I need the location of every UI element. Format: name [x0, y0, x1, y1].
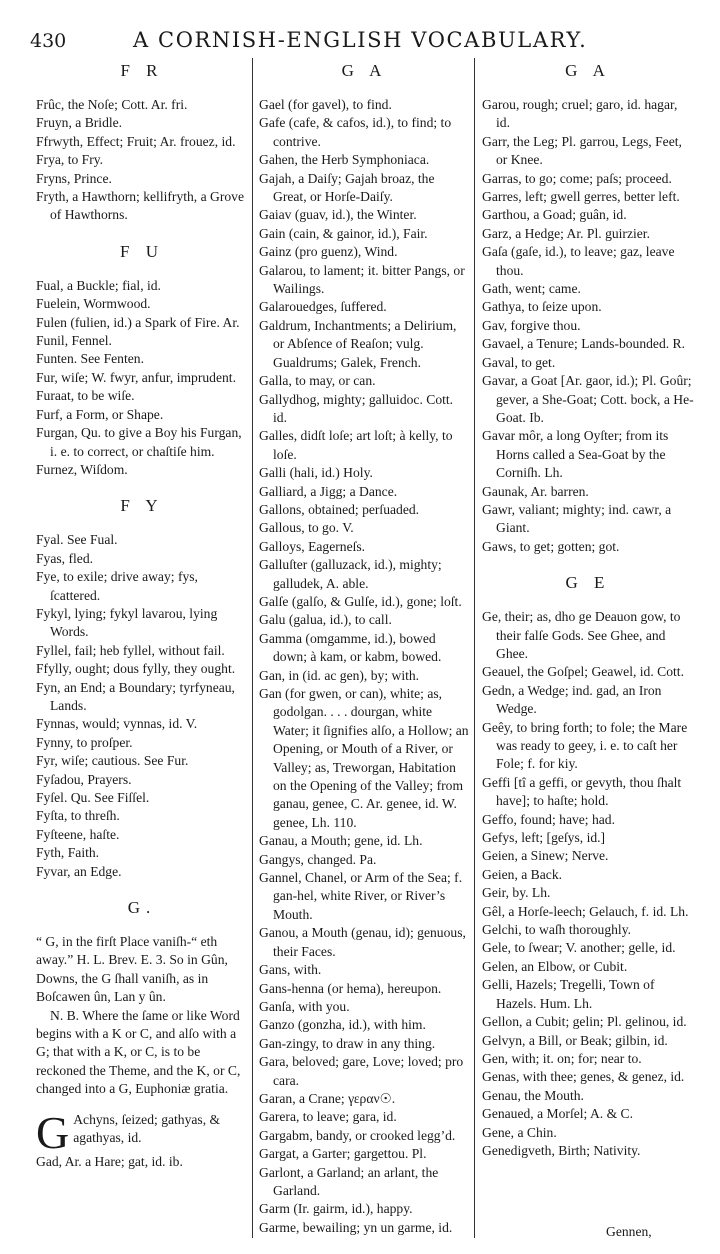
entry: Gath, went; came. [482, 281, 581, 297]
entry: Fyſel. Qu. See Fiſſel. [36, 790, 150, 805]
entry: Galdrum, Inchantments; a Delirium, or Abſence of Reaſon; vulg. Gualdrums; Galek, French. [259, 317, 457, 370]
column-rule-right [474, 58, 475, 1238]
entry: Gelli, Hazels; Tregelli, Town of Hazels. Hum. Lh. [482, 977, 655, 1011]
section-head-ga: G A [341, 61, 388, 80]
entry: Gav, forgive thou. [482, 317, 581, 333]
entry: Fye, to exile; drive away; fys, ſcattered. [36, 569, 198, 603]
entry: Frûc, the Noſe; Cott. Ar. fri. [36, 97, 188, 112]
entry: Gen, with; it. on; for; near to. [482, 1050, 642, 1066]
entry: Achyns, ſeized; gathyas, & agathyas, id. [73, 1111, 221, 1146]
entry: Fynny, to proſper. [36, 734, 133, 750]
column-1 [36, 60, 248, 1171]
entry: Ganou, a Mouth (genau, id); genuous, their Faces. [259, 925, 466, 959]
entry: Gangys, changed. Pa. [259, 851, 377, 867]
entry: Ge, their; as, dho ge Deauon gow, to their falſe Gods. See Ghee, and Ghee. [482, 609, 681, 661]
entry: Gara, beloved; gare, Love; loved; pro cara. [259, 1054, 464, 1088]
entry: Fual, a Buckle; fial, id. [36, 277, 161, 293]
entry: Garz, a Hedge; Ar. Pl. guirzier. [482, 225, 650, 241]
entry: Gans, with. [259, 962, 322, 978]
entry: Garme, bewailing; yn un garme, id. [259, 1219, 453, 1235]
entry: Geêy, to bring forth; to fole; the Mare was ready to geey, i. e. to caſt her Fole; f. for kiy. [482, 719, 688, 772]
entry: Gavar, a Goat [Ar. gaor, id.); Pl. Goûr; gever, a She-Goat; Cott. bock, a He-Goat. Ib. [482, 373, 694, 425]
entry: Funil, Fennel. [36, 333, 112, 349]
entry: Garm (Ir. gairm, id.), happy. [259, 1201, 413, 1217]
entry: Gaval, to get. [482, 354, 556, 370]
entry: Fyſta, to threſh. [36, 808, 120, 824]
entry: Funten. See Fenten. [36, 351, 144, 367]
entries-ge [482, 608, 694, 1160]
entry: Galu (galua, id.), to call. [259, 612, 392, 628]
entry: Galſe (galſo, & Gulſe, id.), gone; loſt. [259, 593, 462, 609]
entry: Genau, the Mouth. [482, 1087, 584, 1103]
entry: Gallydhog, mighty; galluidoc. Cott. id. [259, 391, 454, 425]
entry: Genaued, a Morſel; A. & C. [482, 1106, 634, 1122]
column-3 [482, 60, 694, 1160]
section-head-fr: F R [120, 61, 164, 80]
entry: Garlont, a Garland; an arlant, the Garland. [259, 1164, 439, 1198]
entry: Galloys, Eagerneſs. [259, 538, 366, 554]
entry: Gan-zingy, to draw in any thing. [259, 1035, 436, 1051]
entry: Gele, to ſwear; V. another; gelle, id. [482, 940, 676, 956]
entry: Gaiav (guav, id.), the Winter. [259, 207, 417, 223]
entry: Garras, to go; come; paſs; proceed. [482, 170, 672, 186]
note-paragraph: “ G, in the firſt Place vaniſh-“ eth away.” H. L. Brev. E. 3. So in Gûn, Downs, the G ſhall vaniſh, as in Boſcawen ûn, Lan y ûn. [36, 934, 228, 1005]
entry: Geauel, the Goſpel; Geawel, id. Cott. [482, 664, 684, 680]
note-paragraph: N. B. Where the ſame or like Word begins with a K or C, and alſo with a G; that with a K, or C, is to be reckoned the Theme, and the K, or C, changed into a G, Euphoniæ gratia. [36, 1007, 241, 1097]
drop-capital: G [36, 1106, 70, 1158]
entry: Gain (cain, & gainor, id.), Fair. [259, 225, 428, 241]
entry: Fruyn, a Bridle. [36, 115, 123, 131]
entry: Gannel, Chanel, or Arm of the Sea; f. gan-hel, white River, or River’s Mouth. [259, 870, 463, 922]
entry: Geien, a Back. [482, 866, 563, 882]
entry: Garthou, a Goad; guân, id. [482, 207, 627, 223]
entry: Fykyl, lying; fykyl lavarou, lying Words. [36, 605, 218, 640]
entry: Garan, a Crane; γεραν☉. [259, 1090, 396, 1106]
entry: Gawr, valiant; mighty; ind. cawr, a Giant. [482, 501, 672, 536]
entry: Gan, in (id. ac gen), by; with. [259, 667, 420, 683]
entries-fu [36, 277, 248, 479]
entry: Gêl, a Horſe-leech; Gelauch, f. id. Lh. [482, 903, 689, 919]
entry: Fyas, fled. [36, 550, 94, 566]
column-rule-left [252, 58, 253, 1238]
entry: Galarou, to lament; it. bitter Pangs, or Wailings. [259, 262, 465, 297]
entry: Gael (for gavel), to find. [259, 97, 392, 112]
entry: Fyr, wiſe; cautious. See Fur. [36, 753, 189, 769]
entry: Furaat, to be wiſe. [36, 388, 135, 404]
entry: Fulen (fulien, id.) a Spark of Fire. Ar. [36, 314, 240, 330]
entry: Frya, to Fry. [36, 152, 104, 168]
catchword: Gennen, [606, 1224, 652, 1239]
entry: Gafe (cafe, & cafos, id.), to find; to contrive. [259, 115, 452, 149]
entry: Gaſa (gaſe, id.), to leave; gaz, leave thou. [482, 244, 675, 278]
entry: Ganzo (gonzha, id.), with him. [259, 1017, 426, 1033]
entry: Gelvyn, a Bill, or Beak; gilbin, id. [482, 1032, 668, 1048]
entry: Fyn, an End; a Boundary; tyrfyneau, Lands. [36, 679, 235, 713]
section-head-fy: F Y [120, 496, 164, 516]
entry: Galluſter (galluzack, id.), mighty; galludek, A. able. [259, 557, 442, 591]
entry: Ganau, a Mouth; gene, id. Lh. [259, 833, 423, 849]
entry: Fyth, Faith. [36, 845, 100, 861]
entry: Gahen, the Herb Symphoniaca. [259, 152, 430, 168]
entry: Galles, didſt loſe; art loſt; à kelly, to loſe. [259, 428, 453, 462]
entry: Gathya, to ſeize upon. [482, 299, 602, 315]
entry: Genedigveth, Birth; Nativity. [482, 1142, 641, 1158]
entry: Galarouedges, ſuffered. [259, 299, 387, 315]
entry: Gavar môr, a long Oyſter; from its Horns called a Sea-Goat by the Corniſh. Lh. [482, 428, 669, 481]
entry: Garres, left; gwell gerres, better left. [482, 189, 680, 205]
entry: Geien, a Sinew; Nerve. [482, 848, 609, 864]
entry: Furf, a Form, or Shape. [36, 406, 164, 422]
entry: Fryth, a Hawthorn; kellifryth, a Grove of Hawthorns. [36, 189, 245, 223]
entry: Gaws, to get; gotten; got. [482, 538, 620, 554]
entry: Gad, Ar. a Hare; gat, id. ib. [36, 1153, 183, 1169]
entry: Geffi [tî a geffi, or gevyth, thou ſhalt have]; to haſte; hold. [482, 774, 682, 809]
section-head-ge: G E [565, 573, 611, 593]
entry: Fyllel, fail; heb fyllel, without fail. [36, 642, 225, 658]
column-2 [259, 60, 470, 1237]
entry: Gallons, obtained; perſuaded. [259, 501, 420, 517]
page-number: 430 [30, 30, 67, 52]
entry: Genas, with thee; genes, & genez, id. [482, 1069, 685, 1085]
entry: Fyſadou, Prayers. [36, 771, 132, 787]
entry: Gajah, a Daiſy; Gajah broaz, the Great, or Horſe-Daiſy. [259, 170, 435, 205]
entry: Gan (for gwen, or can), white; as, godolgan. . . . dourgan, white Water; it ſignifies alſo, a Hollow; an Opening, or Mouth of a River, or Valley; as, Treworgan, Habitation on the Opening of the Valley; from ganau, genee, C. Ar. genee, id. W. genee, Lh. 110. [259, 686, 469, 830]
entry: Gaunak, Ar. barren. [482, 483, 589, 499]
entry: Ffrwyth, Effect; Fruit; Ar. frouez, id. [36, 133, 236, 149]
entry: Galla, to may, or can. [259, 373, 376, 389]
entry: Gargabm, bandy, or crooked legg’d. [259, 1127, 456, 1143]
running-title: A CORNISH-ENGLISH VOCABULARY. [133, 28, 588, 52]
entry: Galliard, a Jigg; a Dance. [259, 483, 398, 499]
entry: Gamma (omgamme, id.), bowed down; à kam, or kabm, bowed. [259, 630, 442, 665]
entries-ga-cont [482, 96, 694, 556]
entry: Ffylly, ought; dous fylly, they ought. [36, 661, 236, 677]
section-head-ga-cont: G A [565, 61, 611, 80]
entry: Garou, rough; cruel; garo, id. hagar, id. [482, 97, 678, 131]
entry: Fur, wiſe; W. fwyr, anfur, imprudent. [36, 369, 236, 385]
entry: Geffo, found; have; had. [482, 811, 616, 827]
entry: Gellon, a Cubit; gelin; Pl. gelinou, id. [482, 1014, 687, 1030]
entry: Gainz (pro guenz), Wind. [259, 244, 398, 260]
entry: Fyal. See Fual. [36, 532, 118, 548]
entry: Gallous, to go. V. [259, 520, 354, 536]
entry: Fynnas, would; vynnas, id. V. [36, 716, 198, 732]
entry: Galli (hali, id.) Holy. [259, 465, 373, 481]
entry: Gene, a Chin. [482, 1124, 557, 1140]
entry: Garr, the Leg; Pl. garrou, Legs, Feet, or Knee. [482, 133, 682, 168]
entry: Gans-henna (or hema), hereupon. [259, 980, 442, 996]
entry: Gargat, a Garter; gargettou. Pl. [259, 1146, 427, 1162]
dropcap-entry [36, 1106, 248, 1158]
entry: Furgan, Qu. to give a Boy his Furgan, i. e. to correct, or chaſtiſe him. [36, 425, 242, 459]
entry: Furnez, Wiſdom. [36, 461, 128, 477]
entry: Gelchi, to waſh thoroughly. [482, 922, 631, 938]
entry: Gavael, a Tenure; Lands-bounded. R. [482, 336, 686, 352]
entry: Fyſteene, haſte. [36, 826, 120, 842]
entry: Gelen, an Elbow, or Cubit. [482, 958, 628, 974]
section-head-fu: F U [120, 241, 164, 261]
entry: Fyvar, an Edge. [36, 863, 122, 879]
entry: Gedn, a Wedge; ind. gad, an Iron Wedge. [482, 682, 662, 717]
entry: Ganſa, with you. [259, 998, 350, 1014]
entry: Fuelein, Wormwood. [36, 296, 151, 312]
entry: Fryns, Prince. [36, 170, 112, 186]
entry: Geir, by. Lh. [482, 885, 551, 901]
entry: Gefys, left; [geſys, id.] [482, 830, 606, 846]
section-head-g: G. [127, 898, 157, 918]
entry: Garera, to leave; gara, id. [259, 1109, 397, 1125]
entries-fr [36, 96, 248, 225]
entries-ga [259, 96, 470, 1237]
entries-fy [36, 531, 248, 881]
